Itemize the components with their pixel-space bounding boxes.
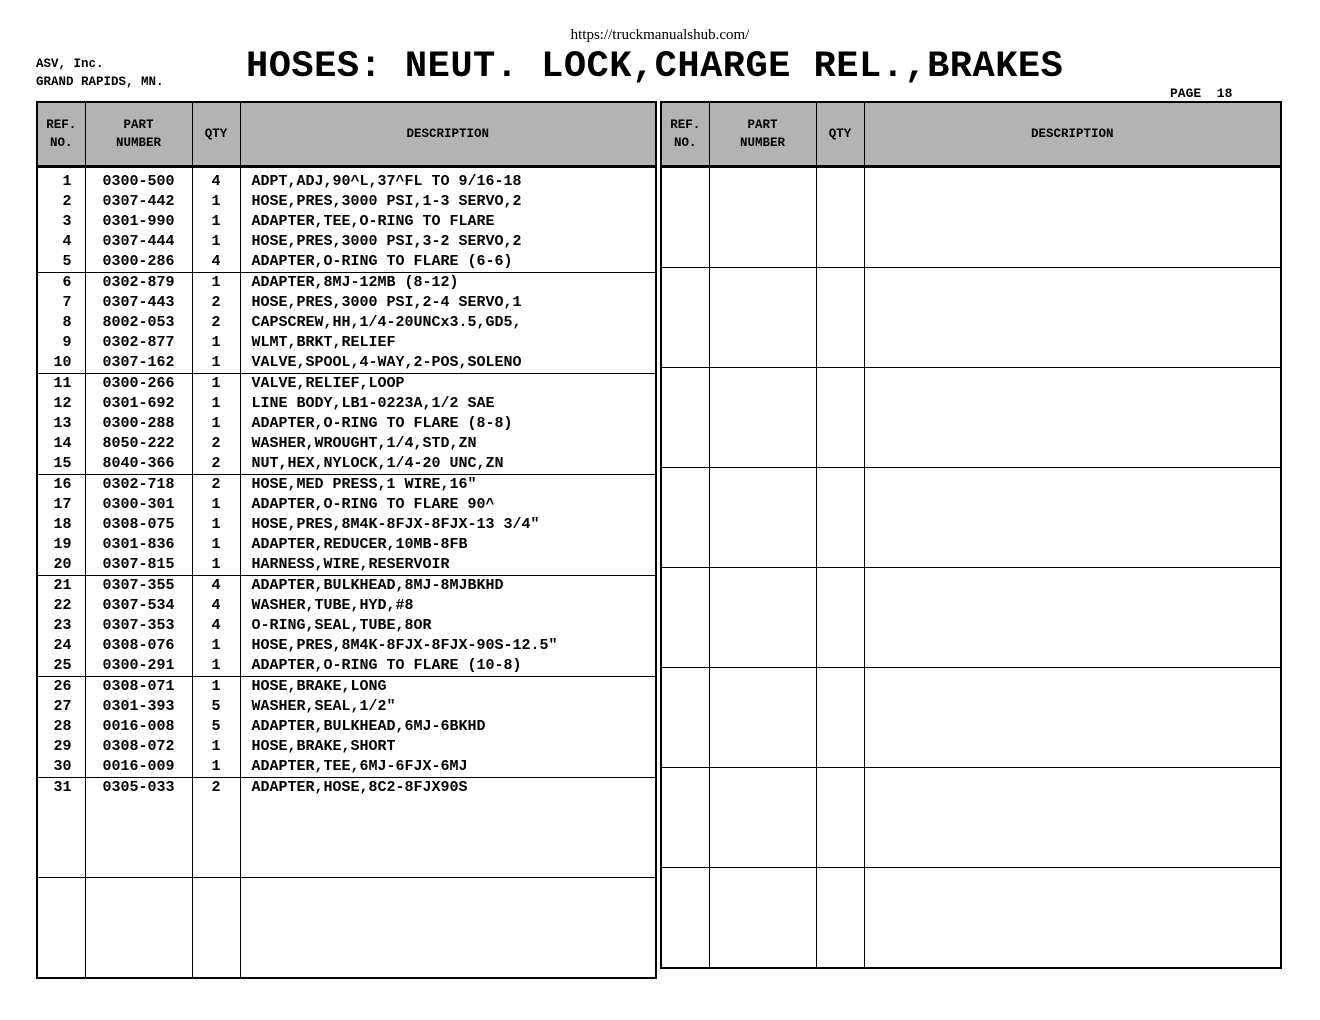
part-number-value: 0307-355 <box>102 577 175 594</box>
qty-value: 1 <box>211 415 221 432</box>
description-value: WASHER,TUBE,HYD,#8 <box>251 597 414 614</box>
part-number-value: 8040-366 <box>102 455 175 472</box>
ref-no-value: 16 <box>53 476 72 493</box>
qty-value: 2 <box>211 435 221 452</box>
ref-no-value: 13 <box>53 415 72 432</box>
qty-cell <box>192 273 240 374</box>
qty-value: 2 <box>211 294 221 311</box>
part-number-value: 0301-990 <box>102 213 175 230</box>
part-number-value: 0302-877 <box>102 334 175 351</box>
group-row <box>37 576 656 677</box>
ref-no-value: 23 <box>53 617 72 634</box>
qty-value: 1 <box>211 556 221 573</box>
description-cell <box>240 167 656 273</box>
part-number-value: 0300-266 <box>102 375 175 392</box>
page-number: PAGE 18 <box>1170 86 1233 101</box>
ref-no-cell <box>661 668 709 768</box>
description-value: WASHER,WROUGHT,1/4,STD,ZN <box>251 435 477 452</box>
description-cell <box>864 868 1281 969</box>
description-cell <box>864 568 1281 668</box>
part-number-value: 0307-442 <box>102 193 175 210</box>
part-number-cell <box>85 374 192 475</box>
description-value: ADAPTER,TEE,O-RING TO FLARE <box>251 213 495 230</box>
ref-no-value: 14 <box>53 435 72 452</box>
ref-no-cell <box>37 374 85 475</box>
ref-no-value: 30 <box>53 758 72 775</box>
description-cell <box>864 768 1281 868</box>
company-name: ASV, Inc. <box>36 57 104 71</box>
description-cell <box>240 778 656 878</box>
description-cell <box>864 368 1281 468</box>
ref-no-cell <box>661 868 709 969</box>
ref-no-value: 4 <box>62 233 72 250</box>
qty-cell <box>816 568 864 668</box>
part-number-value: 0302-718 <box>102 476 175 493</box>
qty-value: 1 <box>211 536 221 553</box>
ref-no-value: 9 <box>62 334 72 351</box>
part-number-cell <box>709 167 816 268</box>
qty-value: 1 <box>211 213 221 230</box>
description-cell <box>864 268 1281 368</box>
ref-no-value: 2 <box>62 193 72 210</box>
group-row <box>661 468 1281 568</box>
part-number-cell <box>85 475 192 576</box>
qty-value: 1 <box>211 758 221 775</box>
description-value: ADAPTER,8MJ-12MB (8-12) <box>251 274 459 291</box>
qty-cell <box>816 868 864 969</box>
company-block <box>36 55 164 91</box>
ref-no-cell <box>37 475 85 576</box>
header-row <box>661 102 1281 167</box>
part-header-line1: PART <box>123 118 154 132</box>
description-value: WASHER,SEAL,1/2" <box>251 698 396 715</box>
part-number-value: 0301-836 <box>102 536 175 553</box>
qty-value: 2 <box>211 314 221 331</box>
description-value: HOSE,MED PRESS,1 WIRE,16" <box>251 476 477 493</box>
description-value: HOSE,PRES,3000 PSI,2-4 SERVO,1 <box>251 294 522 311</box>
qty-value: 1 <box>211 375 221 392</box>
qty-value: 1 <box>211 354 221 371</box>
part-number-value: 8002-053 <box>102 314 175 331</box>
page-title: HOSES: NEUT. LOCK,CHARGE REL.,BRAKES <box>246 46 1064 88</box>
description-value: ADAPTER,TEE,6MJ-6FJX-6MJ <box>251 758 468 775</box>
part-number-value: 0305-033 <box>102 779 175 796</box>
ref-no-value: 1 <box>62 173 72 190</box>
part-number-value: 0307-443 <box>102 294 175 311</box>
description-cell <box>864 468 1281 568</box>
qty-value: 1 <box>211 657 221 674</box>
ref-no-value: 3 <box>62 213 72 230</box>
qty-header: QTY <box>192 102 240 167</box>
group-row <box>661 268 1281 368</box>
description-cell <box>864 167 1281 268</box>
part-header-line1: PART <box>747 118 778 132</box>
qty-value: 5 <box>211 718 221 735</box>
part-number-value: 0016-009 <box>102 758 175 775</box>
part-number-cell <box>709 468 816 568</box>
ref-no-value: 8 <box>62 314 72 331</box>
part-number-cell <box>85 273 192 374</box>
ref-no-cell <box>661 368 709 468</box>
description-cell <box>240 475 656 576</box>
ref-no-cell <box>37 576 85 677</box>
parts-table-right <box>660 101 1282 969</box>
part-number-cell <box>85 778 192 878</box>
qty-cell <box>816 668 864 768</box>
part-number-value: 0308-072 <box>102 738 175 755</box>
ref-header-line2: NO. <box>673 136 697 150</box>
ref-no-cell <box>37 167 85 273</box>
group-row <box>37 273 656 374</box>
qty-value: 4 <box>211 597 221 614</box>
ref-no-value: 11 <box>53 375 72 392</box>
description-value: ADAPTER,REDUCER,10MB-8FB <box>251 536 468 553</box>
qty-value: 1 <box>211 193 221 210</box>
ref-no-cell <box>661 568 709 668</box>
description-value: VALVE,SPOOL,4-WAY,2-POS,SOLENO <box>251 354 522 371</box>
qty-cell <box>816 268 864 368</box>
qty-cell <box>816 468 864 568</box>
part-number-value: 0308-076 <box>102 637 175 654</box>
qty-value: 1 <box>211 637 221 654</box>
ref-no-header <box>661 102 709 167</box>
company-location: GRAND RAPIDS, MN. <box>36 75 164 89</box>
qty-value: 1 <box>211 678 221 695</box>
part-number-value: 0016-008 <box>102 718 175 735</box>
qty-value: 4 <box>211 617 221 634</box>
part-number-value: 0301-692 <box>102 395 175 412</box>
qty-value: 2 <box>211 779 221 796</box>
ref-no-header <box>37 102 85 167</box>
left-table-body <box>37 167 656 979</box>
description-value: HOSE,PRES,8M4K-8FJX-8FJX-90S-12.5" <box>251 637 558 654</box>
description-value: ADAPTER,HOSE,8C2-8FJX90S <box>251 779 468 796</box>
part-number-value: 0300-291 <box>102 657 175 674</box>
part-number-value: 0307-162 <box>102 354 175 371</box>
description-cell <box>240 273 656 374</box>
group-row <box>37 167 656 273</box>
ref-no-value: 21 <box>53 577 72 594</box>
part-number-value: 0308-075 <box>102 516 175 533</box>
part-number-value: 0300-288 <box>102 415 175 432</box>
qty-cell <box>192 167 240 273</box>
ref-no-cell <box>37 273 85 374</box>
group-row <box>661 668 1281 768</box>
description-value: HOSE,PRES,3000 PSI,3-2 SERVO,2 <box>251 233 522 250</box>
part-number-header <box>709 102 816 167</box>
ref-header-line1: REF. <box>46 118 77 132</box>
ref-no-value: 6 <box>62 274 72 291</box>
ref-no-value: 17 <box>53 496 72 513</box>
ref-no-cell <box>661 468 709 568</box>
description-value: ADAPTER,O-RING TO FLARE (10-8) <box>251 657 522 674</box>
part-number-cell <box>85 878 192 979</box>
ref-no-value: 18 <box>53 516 72 533</box>
description-cell <box>864 668 1281 768</box>
part-number-value: 0300-500 <box>102 173 175 190</box>
group-row <box>661 368 1281 468</box>
ref-no-cell <box>37 878 85 979</box>
group-row <box>661 568 1281 668</box>
qty-value: 1 <box>211 738 221 755</box>
part-number-cell <box>709 568 816 668</box>
ref-no-value: 28 <box>53 718 72 735</box>
qty-value: 4 <box>211 253 221 270</box>
part-number-cell <box>709 768 816 868</box>
ref-no-value: 24 <box>53 637 72 654</box>
qty-value: 4 <box>211 577 221 594</box>
ref-no-value: 5 <box>62 253 72 270</box>
ref-no-value: 22 <box>53 597 72 614</box>
description-value: LINE BODY,LB1-0223A,1/2 SAE <box>251 395 495 412</box>
description-value: ADAPTER,O-RING TO FLARE (8-8) <box>251 415 513 432</box>
part-number-value: 0300-286 <box>102 253 175 270</box>
part-number-value: 0300-301 <box>102 496 175 513</box>
ref-no-value: 15 <box>53 455 72 472</box>
qty-value: 5 <box>211 698 221 715</box>
group-row <box>37 778 656 878</box>
part-header-line2: NUMBER <box>739 136 785 150</box>
description-value: HOSE,BRAKE,LONG <box>251 678 387 695</box>
source-url: https://truckmanualshub.com/ <box>570 27 750 43</box>
qty-cell <box>192 576 240 677</box>
description-value: NUT,HEX,NYLOCK,1/4-20 UNC,ZN <box>251 455 504 472</box>
qty-cell <box>192 475 240 576</box>
description-value: ADAPTER,O-RING TO FLARE 90^ <box>251 496 495 513</box>
description-value: VALVE,RELIEF,LOOP <box>251 375 405 392</box>
ref-no-cell <box>661 268 709 368</box>
group-row <box>661 167 1281 268</box>
part-number-value: 0307-534 <box>102 597 175 614</box>
qty-cell <box>192 878 240 979</box>
part-number-value: 8050-222 <box>102 435 175 452</box>
qty-value: 2 <box>211 455 221 472</box>
group-row <box>37 374 656 475</box>
ref-no-value: 10 <box>53 354 72 371</box>
ref-no-value: 31 <box>53 779 72 796</box>
description-cell <box>240 576 656 677</box>
qty-cell <box>816 167 864 268</box>
ref-no-cell <box>37 677 85 778</box>
ref-no-value: 29 <box>53 738 72 755</box>
part-number-cell <box>709 268 816 368</box>
part-number-cell <box>85 576 192 677</box>
description-cell <box>240 374 656 475</box>
part-number-cell <box>85 677 192 778</box>
qty-cell <box>816 368 864 468</box>
description-cell <box>240 677 656 778</box>
ref-header-line1: REF. <box>670 118 701 132</box>
description-value: ADAPTER,O-RING TO FLARE (6-6) <box>251 253 513 270</box>
part-number-header <box>85 102 192 167</box>
qty-value: 1 <box>211 516 221 533</box>
ref-header-line2: NO. <box>49 136 73 150</box>
description-value: HOSE,PRES,8M4K-8FJX-8FJX-13 3/4" <box>251 516 540 533</box>
qty-cell <box>816 768 864 868</box>
description-value: WLMT,BRKT,RELIEF <box>251 334 396 351</box>
part-number-value: 0307-353 <box>102 617 175 634</box>
part-header-line2: NUMBER <box>115 136 161 150</box>
header-row <box>37 102 656 167</box>
qty-value: 1 <box>211 233 221 250</box>
group-row <box>661 768 1281 868</box>
description-value: ADAPTER,BULKHEAD,6MJ-6BKHD <box>251 718 486 735</box>
description-value: ADAPTER,BULKHEAD,8MJ-8MJBKHD <box>251 577 504 594</box>
ref-no-value: 26 <box>53 678 72 695</box>
description-value: HOSE,BRAKE,SHORT <box>251 738 396 755</box>
ref-no-cell <box>661 167 709 268</box>
parts-table-left <box>36 101 657 979</box>
part-number-value: 0302-879 <box>102 274 175 291</box>
ref-no-value: 20 <box>53 556 72 573</box>
description-value: HARNESS,WIRE,RESERVOIR <box>251 556 450 573</box>
description-value: ADPT,ADJ,90^L,37^FL TO 9/16-18 <box>251 173 522 190</box>
part-number-value: 0301-393 <box>102 698 175 715</box>
group-row <box>37 475 656 576</box>
part-number-value: 0307-815 <box>102 556 175 573</box>
ref-no-value: 19 <box>53 536 72 553</box>
qty-value: 1 <box>211 496 221 513</box>
part-number-value: 0308-071 <box>102 678 175 695</box>
group-row <box>661 868 1281 969</box>
description-value: CAPSCREW,HH,1/4-20UNCx3.5,GD5, <box>251 314 522 331</box>
description-header: DESCRIPTION <box>240 102 656 167</box>
part-number-value: 0307-444 <box>102 233 175 250</box>
part-number-cell <box>709 668 816 768</box>
part-number-cell <box>85 167 192 273</box>
qty-value: 2 <box>211 476 221 493</box>
ref-no-cell <box>37 778 85 878</box>
qty-value: 1 <box>211 274 221 291</box>
qty-value: 4 <box>211 173 221 190</box>
description-value: O-RING,SEAL,TUBE,8OR <box>251 617 432 634</box>
ref-no-value: 27 <box>53 698 72 715</box>
part-number-cell <box>709 368 816 468</box>
qty-cell <box>192 677 240 778</box>
ref-no-value: 12 <box>53 395 72 412</box>
description-value: HOSE,PRES,3000 PSI,1-3 SERVO,2 <box>251 193 522 210</box>
qty-value: 1 <box>211 395 221 412</box>
ref-no-value: 25 <box>53 657 72 674</box>
description-header: DESCRIPTION <box>864 102 1281 167</box>
ref-no-cell <box>661 768 709 868</box>
qty-cell <box>192 778 240 878</box>
description-cell <box>240 878 656 979</box>
part-number-cell <box>709 868 816 969</box>
ref-no-value: 7 <box>62 294 72 311</box>
qty-value: 1 <box>211 334 221 351</box>
right-table-body <box>661 167 1281 969</box>
qty-cell <box>192 374 240 475</box>
group-row <box>37 878 656 979</box>
qty-header: QTY <box>816 102 864 167</box>
group-row <box>37 677 656 778</box>
